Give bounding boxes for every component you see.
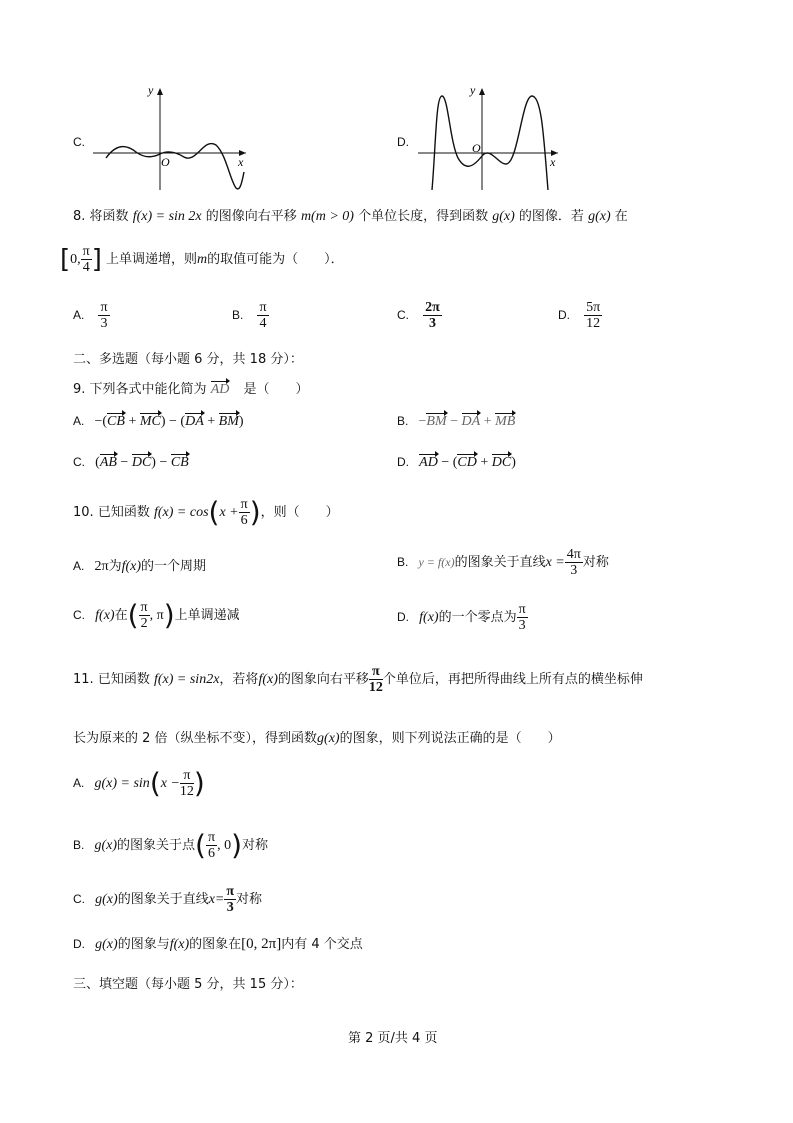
q8-number: 8. xyxy=(73,209,86,224)
q8-option-b[interactable] xyxy=(232,300,269,331)
q10-option-c[interactable]: C. f(x)在( $\frac{\pi}{2}$ , π)上单调递减 xyxy=(73,598,240,632)
frac-den: 3 xyxy=(226,900,234,915)
option-label: C. xyxy=(73,892,85,906)
option-text: 的一个零点为 xyxy=(438,610,517,625)
q8-interval-num: π xyxy=(82,244,90,259)
function-g: g(x) xyxy=(95,892,118,907)
expr-part: ) xyxy=(511,455,516,470)
option-label: C. xyxy=(73,455,85,469)
q11-option-c[interactable] xyxy=(73,884,262,915)
option-label: B. xyxy=(232,308,244,322)
option-text: 的图象与 xyxy=(117,937,170,952)
line-x: x = xyxy=(545,555,565,570)
q8-line1 xyxy=(73,205,628,225)
function-f: f(x) xyxy=(95,608,115,623)
expr-part: − xyxy=(418,414,427,429)
expr-part: + xyxy=(480,414,496,429)
frac-den: 3 xyxy=(570,563,578,578)
q10-text: 已知函数 xyxy=(97,505,150,520)
q11-option-a[interactable]: A. g(x) = sin(x − $\frac{\pi}{12}$ ) xyxy=(73,766,205,800)
q10-inner: x + xyxy=(219,505,239,520)
option-text: 的一个周期 xyxy=(141,559,207,574)
expr-part: + xyxy=(124,414,140,429)
interval-right: , π xyxy=(149,608,164,623)
q10-option-d[interactable] xyxy=(397,602,528,633)
frac-num: π xyxy=(140,600,148,615)
vector: AD xyxy=(419,455,438,470)
q8-text: 的图像向右平移 xyxy=(205,209,297,224)
vector: DA xyxy=(185,414,204,429)
frac-num: π xyxy=(100,300,108,315)
frac-num: π xyxy=(226,884,235,899)
period-value: 2π xyxy=(94,559,109,574)
option-label: A. xyxy=(73,776,85,790)
option-text: 的图象关于直线 xyxy=(454,555,546,570)
expr-part: + xyxy=(476,455,492,470)
expr-part: ( xyxy=(95,455,100,470)
q8-option-a[interactable] xyxy=(73,300,110,331)
line-x: x= xyxy=(208,892,225,907)
q8-interval-den: 4 xyxy=(82,260,90,275)
frac-num: π xyxy=(240,497,248,512)
q10-number: 10. xyxy=(73,505,94,520)
vector: DA xyxy=(461,414,481,429)
graph-d-y-label: y xyxy=(470,83,476,97)
frac-num: 2π xyxy=(425,300,440,315)
q8-text: 的图像．若 xyxy=(518,209,584,224)
frac-den: 6 xyxy=(240,513,248,528)
option-text: 为 xyxy=(108,559,122,574)
q11-option-b[interactable]: B. g(x)的图象关于点( $\frac{\pi}{6}$ , 0)对称 xyxy=(73,828,269,862)
q10-option-b[interactable] xyxy=(397,547,609,578)
option-text: 的图象关于直线 xyxy=(117,892,209,907)
vector: CB xyxy=(107,414,125,429)
function-f: f(x) xyxy=(258,672,278,687)
vector: CD xyxy=(457,455,477,470)
option-label: B. xyxy=(73,838,85,852)
vector: DC xyxy=(131,455,152,470)
expr-part: − xyxy=(116,455,132,470)
graph-c-x-label: x xyxy=(238,155,244,169)
option-label: C. xyxy=(73,608,85,622)
function-y: y = f(x) xyxy=(418,555,455,569)
vector: BM xyxy=(426,414,447,429)
option-text: 对称 xyxy=(582,555,609,570)
q9-stem xyxy=(73,378,309,398)
q8-text: 上单调递增，则 xyxy=(106,252,198,267)
q11-text: 已知函数 xyxy=(97,672,150,687)
vector: AB xyxy=(99,455,117,470)
vector: MB xyxy=(495,414,516,429)
q11-text: 的图象，则下列说法正确的是（ ） xyxy=(339,731,561,746)
section-fill-in-heading: 三、填空题（每小题 5 分，共 15 分）： xyxy=(73,977,303,992)
q8-option-d[interactable] xyxy=(558,300,602,331)
function-g: g(x) xyxy=(95,937,118,952)
q9-option-c[interactable] xyxy=(73,455,189,471)
expr-part: + xyxy=(203,414,219,429)
q8-text: 个单位长度，得到函数 xyxy=(358,209,489,224)
function-g: g(x) xyxy=(317,731,340,746)
frac-num: π xyxy=(518,602,526,617)
frac-num: π xyxy=(369,664,383,680)
option-text: 上单调递减 xyxy=(174,608,240,623)
q8-interval-left: 0, xyxy=(70,252,81,267)
frac-den: 3 xyxy=(518,618,526,633)
option-label: D. xyxy=(397,455,409,469)
option-label: D. xyxy=(73,937,85,951)
option-label: A. xyxy=(73,414,85,428)
frac-num: π xyxy=(207,830,216,845)
q11-text: 长为原来的 2 倍（纵坐标不变），得到函数 xyxy=(73,731,318,746)
option-label: D. xyxy=(558,308,570,322)
graph-d xyxy=(414,82,564,197)
frac-num: 4π xyxy=(566,547,581,562)
expr-part: ) xyxy=(238,414,244,429)
q10-stem: 10. 已知函数 f(x) = cos(x + $\frac{\pi}{6}$ )，则（ ） xyxy=(73,495,339,529)
option-label: A. xyxy=(73,559,85,573)
frac-num: π xyxy=(180,768,194,784)
q9-number: 9. xyxy=(73,382,86,397)
frac-den: 4 xyxy=(259,316,267,331)
graph-d-x-label: x xyxy=(550,155,556,169)
expr-part: ) − xyxy=(151,455,171,470)
expr-part: −( xyxy=(94,414,108,429)
q8-g: g(x) xyxy=(492,209,515,224)
q8-text: 在 xyxy=(614,209,628,224)
q10-text: ，则（ ） xyxy=(260,505,339,520)
section-multi-choice-heading: 二、多选题（每小题 6 分，共 18 分）： xyxy=(73,352,303,367)
q11-function: f(x) = sin2x xyxy=(153,672,220,687)
frac-den: 3 xyxy=(100,316,108,331)
q9-text: 下列各式中能化简为 xyxy=(89,382,207,397)
q11-stem-line2 xyxy=(73,727,561,747)
frac-den: 12 xyxy=(368,680,383,695)
vector: CB xyxy=(170,455,189,470)
expr-part: − ( xyxy=(437,455,458,470)
graph-c xyxy=(88,82,253,197)
option-text: 的图象在 xyxy=(189,937,242,952)
q8-line2: [0, $\frac{\pi}{4}$ ] 上单调递增，则m的取值可能为（ ）． xyxy=(60,244,344,275)
graph-c-origin: O xyxy=(161,155,170,169)
q8-text: 将函数 xyxy=(89,209,129,224)
function-f: f(x) xyxy=(419,610,439,625)
frac-den: 12 xyxy=(586,316,601,331)
option-text: 的图象关于点 xyxy=(117,838,196,853)
q11-number: 11. xyxy=(73,672,94,687)
option-c-label: C. xyxy=(73,135,85,149)
frac-num: 5π xyxy=(586,300,601,315)
point-right: , 0 xyxy=(217,838,232,853)
option-text: 在 xyxy=(114,608,128,623)
q10-option-a[interactable] xyxy=(73,555,206,575)
option-label: B. xyxy=(397,555,409,569)
q11-option-d[interactable] xyxy=(73,933,363,953)
frac-den: 3 xyxy=(428,316,436,331)
vector: DC xyxy=(491,455,512,470)
frac-den: 6 xyxy=(208,846,216,861)
function-g: g(x) = sin xyxy=(94,776,150,791)
q8-m: m xyxy=(197,252,208,267)
q9-target-vector: AD xyxy=(210,382,230,397)
q10-function: f(x) = cos xyxy=(153,505,209,520)
interval: [0, 2π] xyxy=(241,936,282,952)
q8-text: 的取值可能为（ ）． xyxy=(207,252,344,267)
vector: MC xyxy=(139,414,161,429)
q9-option-a[interactable] xyxy=(73,414,244,430)
option-text: 内有 4 个交点 xyxy=(281,937,363,952)
inner-expr: x − xyxy=(160,776,180,791)
q9-text: 是（ ） xyxy=(243,382,309,397)
q11-text: 的图象向右平移 xyxy=(277,672,369,687)
option-label: B. xyxy=(397,414,409,428)
q11-text: 个单位后，再把所得曲线上所有点的横坐标伸 xyxy=(382,672,643,687)
q8-option-c[interactable] xyxy=(397,300,442,331)
frac-num: π xyxy=(259,300,267,315)
q11-stem-line1 xyxy=(73,664,643,695)
option-d-label: D. xyxy=(397,135,409,149)
q11-text: ，若将 xyxy=(219,672,259,687)
option-label: A. xyxy=(73,308,85,322)
option-label: C. xyxy=(397,308,409,322)
option-text: 对称 xyxy=(242,838,269,853)
graph-d-origin: O xyxy=(472,141,481,155)
q9-option-b[interactable] xyxy=(397,414,515,430)
page-footer: 第 2 页/共 4 页 xyxy=(348,1031,438,1046)
function-g: g(x) xyxy=(94,838,118,853)
expr-part: ) − ( xyxy=(160,414,186,429)
q8-g: g(x) xyxy=(588,209,611,224)
function-f: f(x) xyxy=(169,937,190,952)
expr-part: − xyxy=(446,414,462,429)
option-text: 对称 xyxy=(236,892,263,907)
q8-shift: m(m > 0) xyxy=(300,209,354,224)
frac-den: 2 xyxy=(140,616,148,631)
frac-den: 12 xyxy=(179,784,194,799)
q8-function: f(x) = sin 2x xyxy=(132,209,202,224)
vector: BM xyxy=(218,414,239,429)
q9-option-d[interactable] xyxy=(397,455,516,471)
graph-c-y-label: y xyxy=(148,83,154,97)
option-label: D. xyxy=(397,610,409,624)
function-f: f(x) xyxy=(121,559,142,574)
